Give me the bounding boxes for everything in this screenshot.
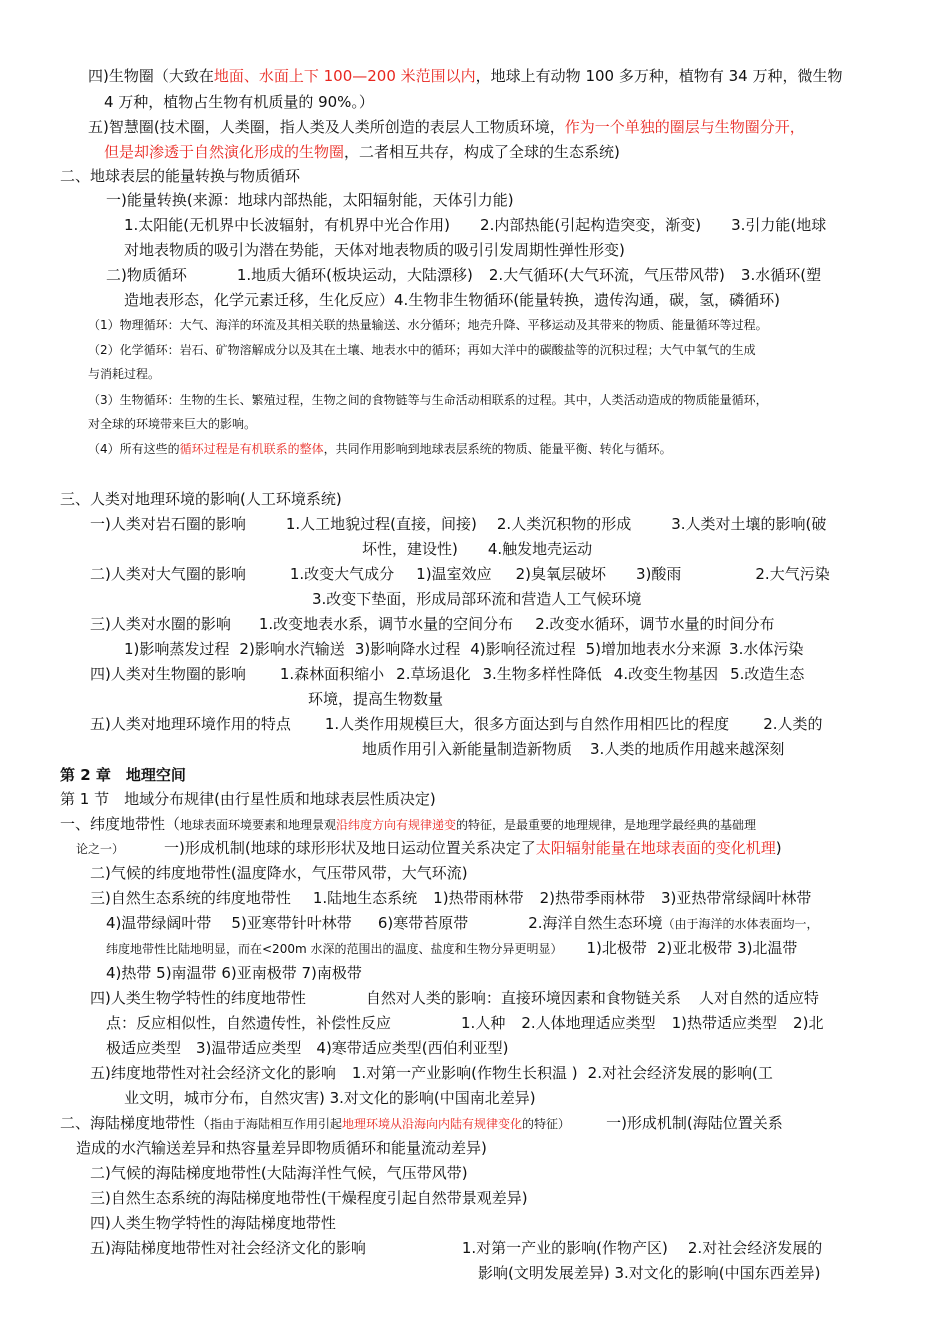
latitudinal-human-line: 四)人类生物学特性的纬度地带性 自然对人类的影响：直接环境因素和食物链关系 人对自然的适应特: [90, 989, 819, 1007]
latitudinal-socioeconomic-line: 五)纬度地带性对社会经济文化的影响 1.对第一产业影响(作物生长积温 ) 2.对社会经济发展的影响(工: [90, 1064, 773, 1082]
impact-features-line-cont: 地质作用引入新能量制造新物质 3.人类的地质作用越来越深刻: [362, 740, 785, 758]
atmosphere-impact-line: 二)人类对大气圈的影响 1.改变大气成分 1)温室效应 2)臭氧层破坏 3)酸雨 2.大气污染: [90, 565, 830, 583]
material-cycle-line: 二)物质循环 1.地质大循环(板块运动，大陆漂移) 2.大气循环(大气环流，气压带风带) 3.水循环(塑: [106, 266, 822, 284]
sea-land-gradient-line-2: 造成的水汽输送差异和热容量差异即物质循环和能量流动差异): [76, 1139, 487, 1157]
noosphere-line-cont: 但是却渗透于自然演化形成的生物圈，二者相互共存，构成了全球的生态系统): [104, 143, 620, 161]
sea-land-socioeconomic-line-2: 影响(文明发展差异) 3.对文化的影响(中国东西差异): [478, 1264, 821, 1282]
note-physical-cycle: （1）物理循环：大气、海洋的环流及其相关联的热量输送、水分循环；地壳升降、平移运动及其带来的物质、能量循环等过程。: [88, 318, 768, 332]
latitudinal-zonality-line: 一、纬度地带性（地球表面环境要素和地理景观沿纬度方向有规律递变的特征，是最重要的地理规律，是地理学最经典的基础理: [60, 815, 757, 833]
latitudinal-climate-line: 二)气候的纬度地带性(温度降水，气压带风带，大气环流): [90, 864, 468, 882]
section-heading-energy: 二、地球表层的能量转换与物质循环: [60, 167, 301, 185]
atmosphere-impact-line-cont: 3.改变下垫面，形成局部环流和营造人工气候环境: [312, 590, 642, 608]
hydrosphere-impact-line-cont: 1)影响蒸发过程 2)影响水汽输送 3)影响降水过程 4)影响径流过程 5)增加地表水分来源 3.水体污染: [124, 640, 804, 658]
impact-features-line: 五)人类对地理环境作用的特点 1.人类作用规模巨大，很多方面达到与自然作用相匹比的程度 2.人类的: [90, 715, 823, 733]
chapter-title: 第 2 章 地理空间: [60, 766, 186, 784]
hydrosphere-impact-line: 三)人类对水圈的影响 1.改变地表水系，调节水量的空间分布 2.改变水循环，调节水量的时间分布: [90, 615, 775, 633]
biosphere-impact-line: 四)人类对生物圈的影响 1.森林面积缩小 2.草场退化 3.生物多样性降低 4.改变生物基因 5.改造生态: [90, 665, 805, 683]
biosphere-line-cont: 4 万种，植物占生物有机质量的 90%。）: [104, 93, 374, 111]
note-chemical-cycle: （2）化学循环：岩石、矿物溶解成分以及其在土壤、地表水中的循环；再如大洋中的碳酸盐等的沉积过程；大气中氧气的生成: [88, 343, 756, 357]
latitudinal-ecosystem-line-3: 纬度地带性比陆地明显，而在<200m 水深的范围出的温度、盐度和生物分异更明显） 1)北极带 2)亚北极带 3)北温带: [106, 939, 798, 957]
material-cycle-line-cont: 造地表形态，化学元素迁移，生化反应）4.生物非生物循环(能量转换，遗传沟通，碳，氢，磷循环): [124, 291, 781, 309]
latitudinal-mechanism-line: 论之一） 一)形成机制(地球的球形形状及地日运动位置关系决定了太阳辐射能量在地球表面的变化机理): [76, 839, 782, 857]
note-biological-cycle: （3）生物循环：生物的生长、繁殖过程，生物之间的食物链等与生命活动相联系的过程。其中，人类活动造成的物质能量循环，: [88, 393, 768, 407]
section-heading-human-impact: 三、人类对地理环境的影响(人工环境系统): [60, 490, 342, 508]
biosphere-line: 四)生物圈（大致在地面、水面上下 100—200 米范围以内，地球上有动物 100 多万种，植物有 34 万种，微生物: [88, 67, 843, 85]
energy-types-line: 1.太阳能(无机界中长波辐射，有机界中光合作用) 2.内部热能(引起构造突变，渐变) 3.引力能(地球: [124, 216, 827, 234]
biosphere-impact-line-cont: 环境，提高生物数量: [308, 690, 444, 708]
lithosphere-impact-line: 一)人类对岩石圈的影响 1.人工地貌过程(直接，间接) 2.人类沉积物的形成 3.人类对土壤的影响(破: [90, 515, 827, 533]
sea-land-gradient-line: 二、海陆梯度地带性（指由于海陆相互作用引起地理环境从沿海向内陆有规律变化的特征） 一)形成机制(海陆位置关系: [60, 1114, 783, 1132]
sea-land-human-line: 四)人类生物学特性的海陆梯度地带性: [90, 1214, 336, 1232]
sea-land-climate-line: 二)气候的海陆梯度地带性(大陆海洋性气候，气压带风带): [90, 1164, 468, 1182]
latitudinal-ecosystem-line: 三)自然生态系统的纬度地带性 1.陆地生态系统 1)热带雨林带 2)热带季雨林带 3)亚热带常绿阔叶林带: [90, 889, 812, 907]
noosphere-line: 五)智慧圈(技术圈，人类圈，指人类及人类所创造的表层人工物质环境，作为一个单独的圈层与生物圈分开，: [88, 118, 805, 136]
energy-conversion-line: 一)能量转换(来源：地球内部热能，太阳辐射能，天体引力能): [106, 191, 514, 209]
sea-land-socioeconomic-line: 五)海陆梯度地带性对社会经济文化的影响 1.对第一产业的影响(作物产区) 2.对社会经济发展的: [90, 1239, 823, 1257]
note-chemical-cycle-cont: 与消耗过程。: [88, 367, 161, 381]
latitudinal-socioeconomic-line-2: 业文明，城市分布，自然灾害) 3.对文化的影响(中国南北差异): [124, 1089, 536, 1107]
latitudinal-human-line-2: 点：反应相似性，自然遗传性，补偿性反应 1.人种 2.人体地理适应类型 1)热带适应类型 2)北: [106, 1014, 824, 1032]
latitudinal-ecosystem-line-4: 4)热带 5)南温带 6)亚南极带 7)南极带: [106, 964, 362, 982]
lithosphere-impact-line-cont: 坏性，建设性) 4.触发地壳运动: [362, 540, 593, 558]
sea-land-ecosystem-line: 三)自然生态系统的海陆梯度地带性(干燥程度引起自然带景观差异): [90, 1189, 528, 1207]
energy-types-line-cont: 对地表物质的吸引为潜在势能，天体对地表物质的吸引引发周期性弹性形变): [124, 241, 625, 259]
latitudinal-ecosystem-line-2: 4)温带绿阔叶带 5)亚寒带针叶林带 6)寒带苔原带 2.海洋自然生态环境（由于海洋的水体表面均一，: [106, 914, 819, 932]
note-biological-cycle-cont: 对全球的环境带来巨大的影响。: [88, 417, 257, 431]
latitudinal-human-line-3: 极适应类型 3)温带适应类型 4)寒带适应类型(西伯利亚型): [106, 1039, 509, 1057]
note-all-cycles: （4）所有这些的循环过程是有机联系的整体，共同作用影响到地球表层系统的物质、能量平衡、转化与循环。: [88, 442, 672, 456]
section-title: 第 1 节 地域分布规律(由行星性质和地球表层性质决定): [60, 790, 436, 808]
